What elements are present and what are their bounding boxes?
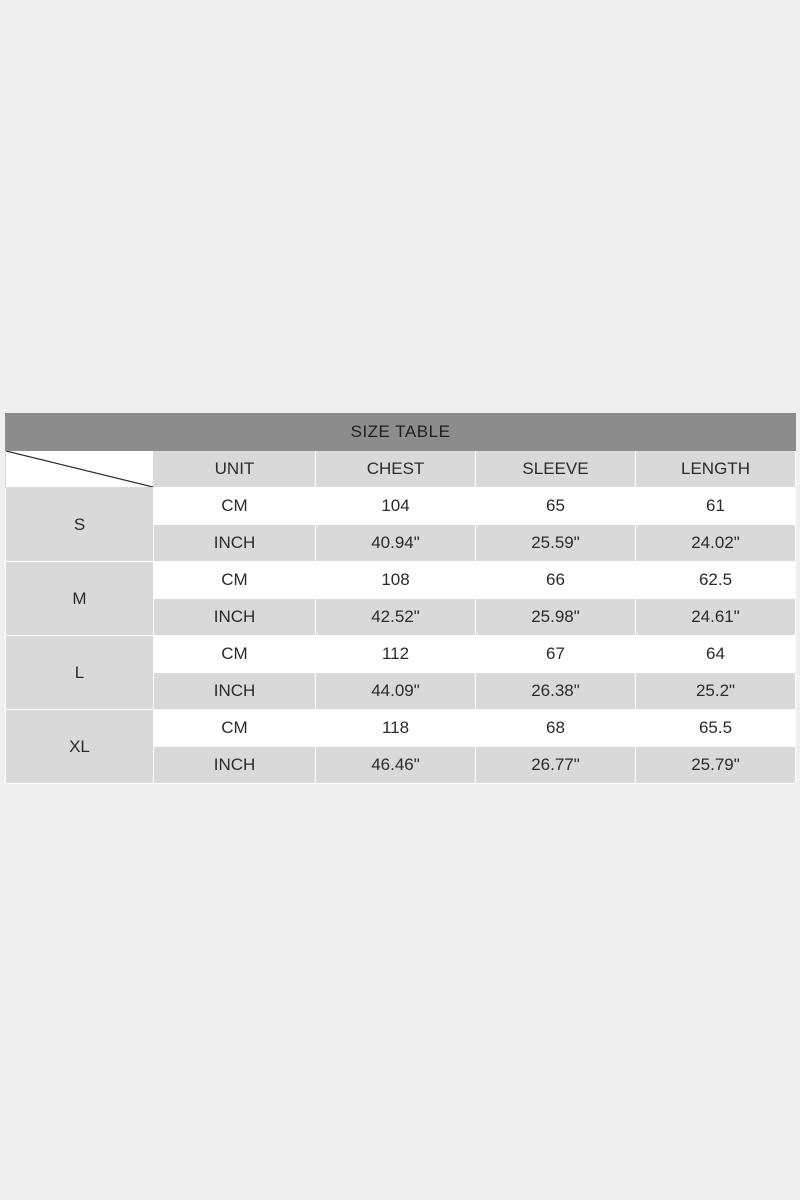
table-row xyxy=(6,636,796,673)
table-header-row xyxy=(6,451,796,488)
cell-l-inch-sleeve: 26.38" xyxy=(476,673,636,710)
cell-s-inch-sleeve: 25.59" xyxy=(476,525,636,562)
size-chart-container xyxy=(5,413,795,784)
column-header-sleeve: SLEEVE xyxy=(476,451,636,488)
unit-label-inch: INCH xyxy=(154,673,316,710)
page-title: SIZE TABLE xyxy=(6,414,796,451)
cell-xl-cm-chest: 118 xyxy=(316,710,476,747)
cell-m-inch-chest: 42.52" xyxy=(316,599,476,636)
cell-xl-inch-length: 25.79" xyxy=(636,747,796,784)
cell-l-inch-chest: 44.09" xyxy=(316,673,476,710)
cell-s-cm-length: 61 xyxy=(636,488,796,525)
cell-l-cm-sleeve: 67 xyxy=(476,636,636,673)
cell-m-inch-sleeve: 25.98" xyxy=(476,599,636,636)
table-row xyxy=(6,488,796,525)
unit-label-cm: CM xyxy=(154,488,316,525)
cell-xl-inch-chest: 46.46" xyxy=(316,747,476,784)
column-header-length: LENGTH xyxy=(636,451,796,488)
unit-label-inch: INCH xyxy=(154,747,316,784)
cell-s-cm-chest: 104 xyxy=(316,488,476,525)
cell-l-inch-length: 25.2" xyxy=(636,673,796,710)
cell-s-inch-chest: 40.94" xyxy=(316,525,476,562)
cell-l-cm-chest: 112 xyxy=(316,636,476,673)
unit-label-cm: CM xyxy=(154,562,316,599)
size-label-xl: XL xyxy=(6,710,154,784)
cell-m-inch-length: 24.61" xyxy=(636,599,796,636)
cell-xl-cm-length: 65.5 xyxy=(636,710,796,747)
cell-s-inch-length: 24.02" xyxy=(636,525,796,562)
cell-xl-cm-sleeve: 68 xyxy=(476,710,636,747)
table-row xyxy=(6,562,796,599)
unit-label-cm: CM xyxy=(154,710,316,747)
diagonal-slash-icon xyxy=(6,451,153,487)
size-label-s: S xyxy=(6,488,154,562)
table-title-row xyxy=(6,414,796,451)
table-row xyxy=(6,710,796,747)
corner-diagonal-cell xyxy=(6,451,154,488)
cell-m-cm-length: 62.5 xyxy=(636,562,796,599)
cell-s-cm-sleeve: 65 xyxy=(476,488,636,525)
cell-l-cm-length: 64 xyxy=(636,636,796,673)
unit-label-cm: CM xyxy=(154,636,316,673)
cell-xl-inch-sleeve: 26.77" xyxy=(476,747,636,784)
size-label-l: L xyxy=(6,636,154,710)
column-header-unit: UNIT xyxy=(154,451,316,488)
size-label-m: M xyxy=(6,562,154,636)
size-table xyxy=(5,413,796,784)
column-header-chest: CHEST xyxy=(316,451,476,488)
unit-label-inch: INCH xyxy=(154,599,316,636)
unit-label-inch: INCH xyxy=(154,525,316,562)
cell-m-cm-chest: 108 xyxy=(316,562,476,599)
cell-m-cm-sleeve: 66 xyxy=(476,562,636,599)
